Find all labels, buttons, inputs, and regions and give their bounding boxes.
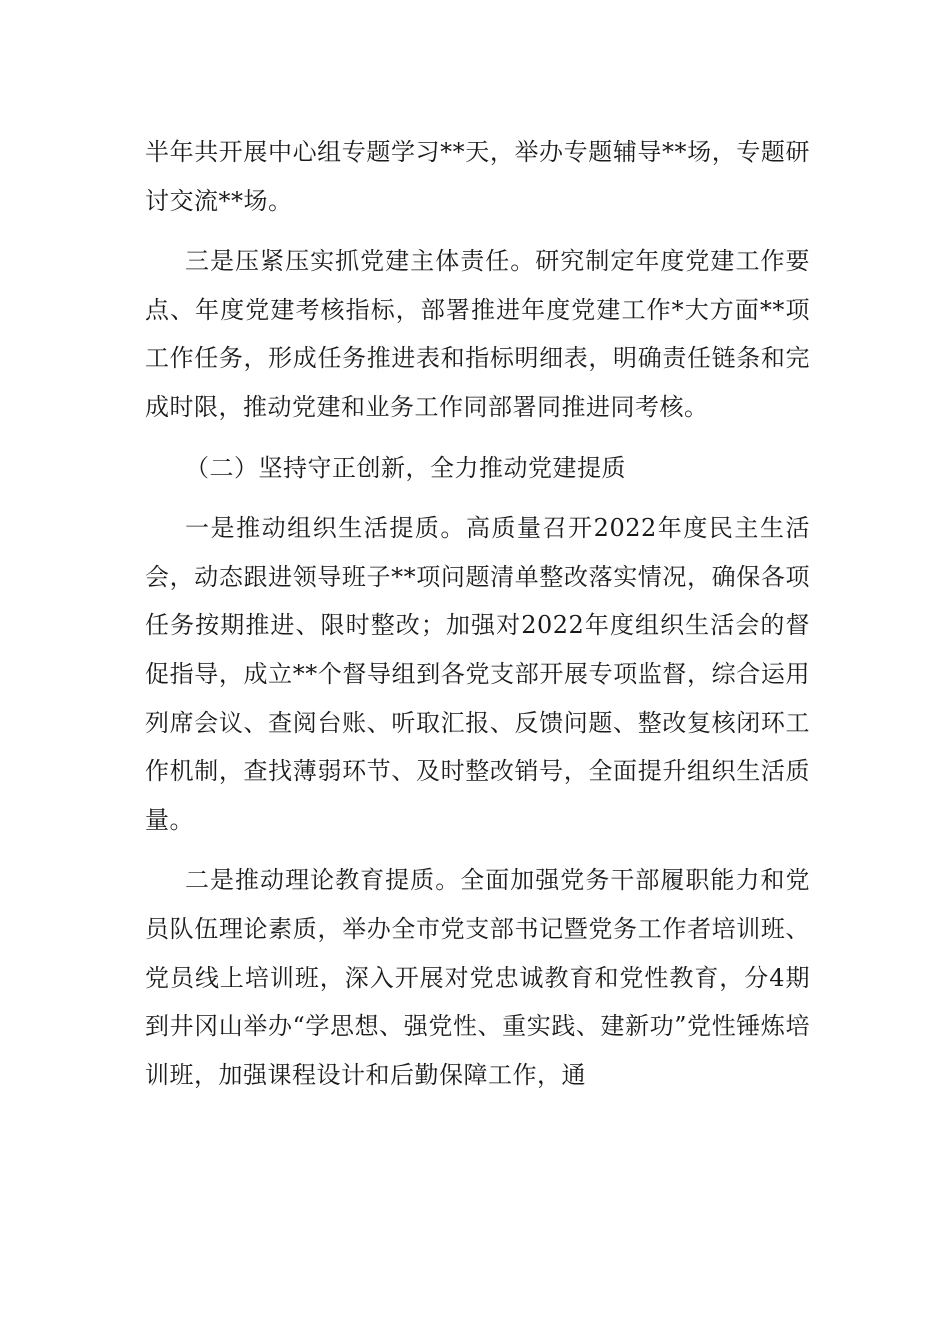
paragraph-spacer [145,432,810,444]
paragraph-organizational-life: 一是推动组织生活提质。高质量召开2022年度民主生活会，动态跟进领导班子**项问题清单整改落实情况，确保各项任务按期推进、限时整改；加强对2022年度组织生活会的督促指导，成立**个督导组到各党支部开展专项监督，综合运用列席会议、查阅台账、听取汇报、反馈问题、整改复核闭环工作机制，查找薄弱环节、及时整改销号，全面提升组织生活质量。 [145,514,810,834]
paragraph-spacer [145,492,810,504]
paragraph-continuation: 半年共开展中心组专题学习**天，举办专题辅导**场，专题研讨交流**场。 [145,138,810,215]
paragraph-spacer [145,844,810,856]
section-heading: （二）坚持守正创新，全力推动党建提质 [185,453,626,482]
document-body [145,128,810,1099]
paragraph-party-responsibility: 三是压紧压实抓党建主体责任。研究制定年度党建工作要点、年度党建考核指标，部署推进年度党建工作*大方面**项工作任务，形成任务推进表和指标明细表，明确责任链条和完成时限，推动党建和业务工作同部署同推进同考核。 [145,247,810,421]
paragraph-spacer [145,225,810,237]
paragraph-theory-education: 二是推动理论教育提质。全面加强党务干部履职能力和党员队伍理论素质，举办全市党支部书记暨党务工作者培训班、党员线上培训班，深入开展对党忠诚教育和党性教育，分4期到井冈山举办“学思想、强党性、重实践、建新功”党性锤炼培训班，加强课程设计和后勤保障工作，通 [145,866,810,1089]
